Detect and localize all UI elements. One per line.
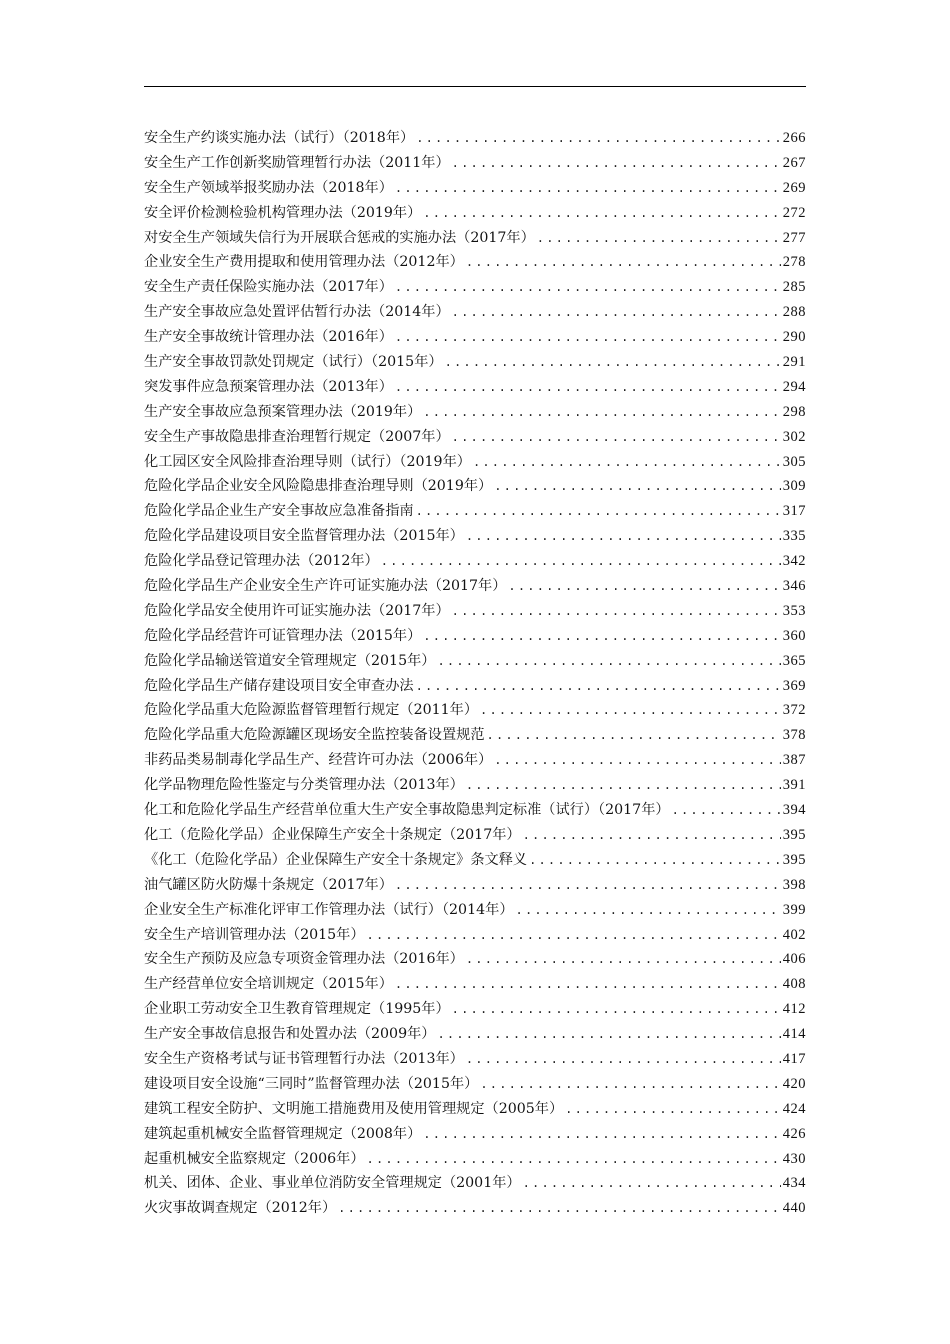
toc-entry-page: 288 [782,304,806,321]
dot-leader [452,997,781,1022]
toc-entry[interactable] [144,450,806,475]
toc-entry[interactable] [144,1171,806,1196]
dot-leader [395,972,781,997]
toc-entry-page: 387 [782,752,806,769]
toc-entry-title: 机关、团体、企业、事业单位消防安全管理规定（2001年） [144,1175,521,1192]
toc-entry-title: 建筑工程安全防护、文明施工措施费用及使用管理规定（2005年） [144,1100,564,1117]
toc-entry[interactable] [144,524,806,549]
toc-entry-page: 412 [782,1001,806,1018]
toc-entry-title: 危险化学品企业安全风险隐患排查治理导则（2019年） [144,478,493,495]
dot-leader [423,400,780,425]
dot-leader [523,1171,781,1196]
toc-entry-title: 危险化学品重大危险源罐区现场安全监控装备设置规范 [144,727,485,744]
dot-leader [437,1022,780,1047]
toc-entry-page: 278 [782,254,806,271]
toc-entry-page: 372 [782,702,806,719]
toc-entry-page: 430 [782,1150,806,1167]
toc-entry-page: 395 [782,851,806,868]
toc-entry[interactable] [144,201,806,226]
toc-entry-page: 420 [782,1075,806,1092]
dot-leader [452,300,781,325]
toc-entry[interactable] [144,649,806,674]
toc-entry-title: 生产安全事故应急预案管理办法（2019年） [144,403,422,420]
toc-entry-title: 化工和危险化学品生产经营单位重大生产安全事故隐患判定标准（试行）（2017年） [144,802,670,819]
toc-entry[interactable] [144,972,806,997]
dot-leader [338,1196,781,1221]
toc-entry-page: 394 [782,802,806,819]
toc-entry-page: 302 [782,428,806,445]
toc-entry[interactable] [144,425,806,450]
toc-entry[interactable] [144,723,806,748]
toc-entry[interactable] [144,126,806,151]
toc-entry-title: 油气罐区防火防爆十条规定（2017年） [144,876,393,893]
toc-entry[interactable] [144,226,806,251]
dot-leader [395,375,781,400]
toc-entry-title: 建筑起重机械安全监督管理规定（2008年） [144,1125,422,1142]
toc-entry[interactable] [144,1122,806,1147]
toc-entry-page: 305 [782,453,806,470]
toc-entry[interactable] [144,997,806,1022]
toc-entry-page: 399 [782,901,806,918]
toc-entry-title: 安全评价检测检验机构管理办法（2019年） [144,204,422,221]
toc-entry-page: 395 [782,826,806,843]
toc-entry-title: 生产安全事故信息报告和处置办法（2009年） [144,1026,436,1043]
toc-entry[interactable] [144,1196,806,1221]
toc-entry[interactable] [144,698,806,723]
toc-entry[interactable] [144,898,806,923]
toc-entry-title: 危险化学品经营许可证管理办法（2015年） [144,627,422,644]
dot-leader [466,773,781,798]
toc-entry-title: 安全生产培训管理办法（2015年） [144,926,365,943]
toc-entry-title: 安全生产预防及应急专项资金管理办法（2016年） [144,951,464,968]
toc-entry-page: 434 [782,1175,806,1192]
dot-leader [508,574,780,599]
dot-leader [487,723,781,748]
toc-entry-page: 272 [782,204,806,221]
toc-entry-title: 安全生产事故隐患排查治理暂行规定（2007年） [144,428,450,445]
dot-leader [466,524,781,549]
toc-entry[interactable] [144,400,806,425]
toc-entry-title: 建设项目安全设施“三同时”监督管理办法（2015年） [144,1075,479,1092]
toc-entry-title: 危险化学品安全使用许可证实施办法（2017年） [144,602,450,619]
dot-leader [437,649,780,674]
toc-entry[interactable] [144,1047,806,1072]
toc-entry-page: 298 [782,403,806,420]
toc-entry-page: 426 [782,1125,806,1142]
toc-entry-title: 危险化学品生产储存建设项目安全审查办法 [144,677,414,694]
dot-leader [529,848,781,873]
toc-entry[interactable] [144,624,806,649]
toc-entry[interactable] [144,923,806,948]
toc-entry-title: 危险化学品生产企业安全生产许可证实施办法（2017年） [144,578,507,595]
toc-entry[interactable] [144,499,806,524]
toc-entry-page: 402 [782,926,806,943]
dot-leader [537,226,781,251]
toc-entry-page: 417 [782,1050,806,1067]
toc-entry-title: 生产安全事故统计管理办法（2016年） [144,329,393,346]
dot-leader [416,499,781,524]
toc-entry-title: 危险化学品登记管理办法（2012年） [144,553,379,570]
dot-leader [466,250,781,275]
toc-entry-title: 化工（危险化学品）企业保障生产安全十条规定（2017年） [144,826,521,843]
toc-entry[interactable] [144,549,806,574]
toc-entry[interactable] [144,1072,806,1097]
toc-entry[interactable] [144,250,806,275]
dot-leader [423,201,780,226]
toc-entry-page: 342 [782,553,806,570]
toc-entry[interactable] [144,300,806,325]
toc-entry-title: 非药品类易制毒化学品生产、经营许可办法（2006年） [144,752,493,769]
toc-entry[interactable] [144,1022,806,1047]
dot-leader [494,748,781,773]
toc-entry-page: 360 [782,627,806,644]
toc-entry[interactable] [144,773,806,798]
toc-entry-page: 440 [782,1200,806,1217]
toc-entry-title: 生产安全事故罚款处罚规定（试行）（2015年） [144,354,443,371]
toc-entry-title: 企业安全生产标准化评审工作管理办法（试行）（2014年） [144,901,514,918]
toc-entry-title: 化工园区安全风险排查治理导则（试行）（2019年） [144,453,471,470]
dot-leader [480,1072,780,1097]
toc-entry-title: 起重机械安全监察规定（2006年） [144,1150,365,1167]
dot-leader [466,1047,781,1072]
toc-entry-page: 346 [782,578,806,595]
dot-leader [452,425,781,450]
toc-entry[interactable] [144,748,806,773]
toc-entry-title: 化学品物理危险性鉴定与分类管理办法（2013年） [144,777,464,794]
toc-entry-title: 火灾事故调查规定（2012年） [144,1200,337,1217]
toc-entry[interactable] [144,823,806,848]
toc-entry-title: 危险化学品重大危险源监督管理暂行规定（2011年） [144,702,479,719]
dot-leader [672,798,781,823]
toc-entry-title: 突发事件应急预案管理办法（2013年） [144,378,393,395]
toc-entry-page: 317 [782,503,806,520]
toc-entry[interactable] [144,798,806,823]
toc-entry[interactable] [144,848,806,873]
dot-leader [395,873,781,898]
dot-leader [367,923,781,948]
toc-entry[interactable] [144,275,806,300]
toc-entry-page: 277 [782,229,806,246]
toc-entry-page: 391 [782,777,806,794]
toc-entry[interactable] [144,325,806,350]
toc-entry-page: 267 [782,154,806,171]
toc-entry[interactable] [144,1097,806,1122]
dot-leader [480,698,781,723]
toc-entry-page: 353 [782,602,806,619]
toc-entry-page: 414 [782,1026,806,1043]
dot-leader [395,275,781,300]
header-rule [144,86,806,87]
dot-leader [381,549,781,574]
dot-leader [445,350,781,375]
dot-leader [395,325,781,350]
dot-leader [565,1097,781,1122]
toc-entry-title: 危险化学品企业生产安全事故应急准备指南 [144,503,414,520]
toc-entry-title: 危险化学品建设项目安全监督管理办法（2015年） [144,528,464,545]
toc-entry[interactable] [144,350,806,375]
toc-entry-title: 对安全生产领域失信行为开展联合惩戒的实施办法（2017年） [144,229,535,246]
dot-leader [416,674,781,699]
dot-leader [416,126,781,151]
toc-entry-page: 408 [782,976,806,993]
toc-entry-title: 《化工（危险化学品）企业保障生产安全十条规定》条文释义 [144,851,528,868]
dot-leader [516,898,781,923]
toc-entry-title: 生产经营单位安全培训规定（2015年） [144,976,393,993]
toc-entry-title: 企业职工劳动安全卫生教育管理规定（1995年） [144,1001,450,1018]
toc-entry[interactable] [144,151,806,176]
toc-entry-page: 294 [782,378,806,395]
toc-entry-page: 291 [782,354,806,371]
toc-entry-page: 335 [782,528,806,545]
toc-entry-title: 安全生产约谈实施办法（试行）（2018年） [144,130,415,146]
toc-entry[interactable] [144,873,806,898]
dot-leader [473,450,781,475]
toc-entry-title: 安全生产工作创新奖励管理暂行办法（2011年） [144,154,450,171]
toc-entry[interactable] [144,947,806,972]
dot-leader [395,176,781,201]
toc-entry[interactable] [144,474,806,499]
toc-entry-title: 生产安全事故应急处置评估暂行办法（2014年） [144,304,450,321]
toc-entry-title: 危险化学品输送管道安全管理规定（2015年） [144,652,436,669]
toc-entry-page: 369 [782,677,806,694]
toc-entry[interactable] [144,574,806,599]
toc-entry[interactable] [144,176,806,201]
toc-entry[interactable] [144,674,806,699]
dot-leader [452,151,781,176]
dot-leader [466,947,781,972]
toc-entry-title: 安全生产领域举报奖励办法（2018年） [144,179,393,196]
dot-leader [423,624,780,649]
table-of-contents [144,126,806,1221]
dot-leader [452,599,781,624]
dot-leader [494,474,781,499]
toc-entry[interactable] [144,1147,806,1172]
toc-entry-page: 285 [782,279,806,296]
dot-leader [367,1147,781,1172]
toc-entry-title: 安全生产责任保险实施办法（2017年） [144,279,393,296]
toc-entry[interactable] [144,375,806,400]
toc-entry-page: 290 [782,329,806,346]
toc-entry-page: 309 [782,478,806,495]
toc-entry[interactable] [144,599,806,624]
toc-entry-page: 378 [782,727,806,744]
toc-entry-title: 安全生产资格考试与证书管理暂行办法（2013年） [144,1050,464,1067]
toc-entry-page: 406 [782,951,806,968]
dot-leader [523,823,781,848]
dot-leader [423,1122,780,1147]
toc-entry-page: 266 [782,130,806,146]
toc-entry-page: 398 [782,876,806,893]
toc-entry-page: 365 [782,652,806,669]
toc-entry-page: 269 [782,179,806,196]
toc-entry-page: 424 [782,1100,806,1117]
toc-entry-title: 企业安全生产费用提取和使用管理办法（2012年） [144,254,464,271]
